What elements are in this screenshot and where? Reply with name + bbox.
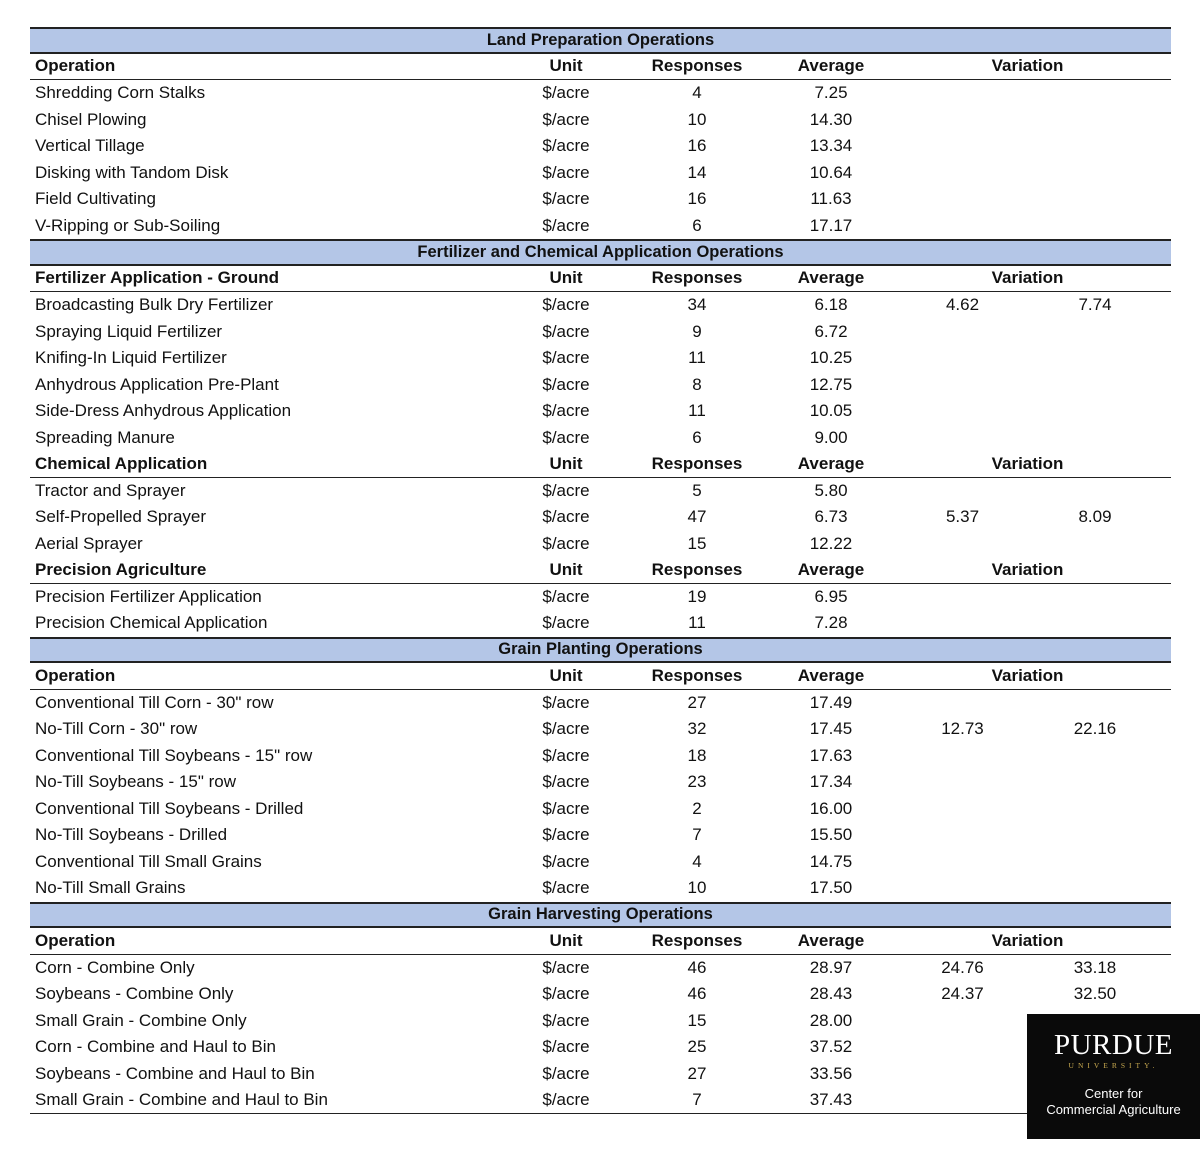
- unit-header: Unit: [549, 268, 583, 288]
- average-cell: 5.80: [814, 480, 848, 500]
- variation-header: Variation: [991, 56, 1064, 76]
- operation-cell: Shredding Corn Stalks: [35, 83, 206, 103]
- unit-cell: $/acre: [542, 109, 590, 129]
- operation-cell: Disking with Tandom Disk: [35, 162, 229, 182]
- responses-cell: 23: [687, 772, 707, 792]
- section-title: Land Preparation Operations: [30, 27, 1171, 54]
- unit-cell: $/acre: [542, 321, 590, 341]
- table-row: [30, 425, 1171, 452]
- unit-header: Unit: [549, 453, 583, 473]
- responses-cell: 47: [687, 507, 707, 527]
- operation-cell: Vertical Tillage: [35, 136, 145, 156]
- variation-high-cell: 8.09: [1078, 507, 1112, 527]
- operation-cell: Anhydrous Application Pre-Plant: [35, 374, 279, 394]
- average-cell: 17.63: [809, 745, 853, 765]
- unit-cell: $/acre: [542, 798, 590, 818]
- responses-cell: 11: [688, 348, 706, 368]
- table-row: [30, 716, 1171, 743]
- operation-cell: Side-Dress Anhydrous Application: [35, 401, 292, 421]
- column-header-row: [30, 557, 1171, 584]
- responses-cell: 2: [692, 798, 702, 818]
- average-cell: 7.25: [814, 83, 848, 103]
- purdue-logo: [1027, 1014, 1200, 1139]
- table-row: [30, 80, 1171, 107]
- average-cell: 12.75: [809, 374, 853, 394]
- average-header: Average: [797, 559, 865, 579]
- operation-cell: Conventional Till Small Grains: [35, 851, 262, 871]
- unit-cell: $/acre: [542, 83, 590, 103]
- average-cell: 14.30: [809, 109, 853, 129]
- group-header: Fertilizer Application - Ground: [35, 268, 279, 288]
- average-cell: 6.18: [814, 295, 848, 315]
- variation-high-cell: 22.16: [1073, 719, 1117, 739]
- table-row: [30, 981, 1171, 1008]
- table-row: [30, 1008, 1171, 1035]
- table-row: [30, 743, 1171, 770]
- average-cell: 28.00: [809, 1010, 853, 1030]
- unit-header: Unit: [549, 665, 583, 685]
- average-cell: 17.50: [809, 878, 853, 898]
- responses-cell: 15: [687, 1010, 707, 1030]
- responses-cell: 8: [692, 374, 702, 394]
- average-cell: 33.56: [809, 1063, 853, 1083]
- table-row: [30, 133, 1171, 160]
- responses-cell: 7: [692, 1089, 702, 1109]
- operation-cell: No-Till Soybeans - Drilled: [35, 825, 228, 845]
- responses-cell: 19: [687, 586, 707, 606]
- responses-cell: 6: [692, 215, 702, 235]
- operation-cell: Chisel Plowing: [35, 109, 147, 129]
- variation-high-cell: 32.50: [1073, 984, 1117, 1004]
- average-header: Average: [797, 665, 865, 685]
- operation-cell: Field Cultivating: [35, 189, 156, 209]
- table-row: [30, 1061, 1171, 1088]
- group-header: Operation: [35, 56, 116, 76]
- section-title: Grain Planting Operations: [30, 637, 1171, 664]
- operation-cell: Broadcasting Bulk Dry Fertilizer: [35, 295, 274, 315]
- responses-cell: 10: [687, 878, 707, 898]
- average-cell: 11.63: [810, 189, 852, 209]
- average-cell: 10.25: [809, 348, 853, 368]
- unit-cell: $/acre: [542, 1089, 590, 1109]
- unit-cell: $/acre: [542, 189, 590, 209]
- operation-cell: Small Grain - Combine and Haul to Bin: [35, 1089, 328, 1109]
- average-cell: 37.52: [809, 1037, 853, 1057]
- responses-cell: 10: [687, 109, 707, 129]
- average-header: Average: [797, 268, 865, 288]
- unit-cell: $/acre: [542, 825, 590, 845]
- unit-cell: $/acre: [542, 348, 590, 368]
- operation-cell: Tractor and Sprayer: [35, 480, 186, 500]
- average-cell: 37.43: [809, 1089, 853, 1109]
- average-cell: 6.72: [814, 321, 848, 341]
- unit-cell: $/acre: [542, 851, 590, 871]
- operation-cell: Self-Propelled Sprayer: [35, 507, 207, 527]
- unit-header: Unit: [549, 56, 583, 76]
- table-row: [30, 1034, 1171, 1061]
- logo-center-line2: Commercial Agriculture: [1046, 1102, 1181, 1117]
- responses-cell: 5: [692, 480, 702, 500]
- table-row: [30, 478, 1171, 505]
- average-cell: 17.34: [809, 772, 853, 792]
- column-header-row: [30, 54, 1171, 81]
- group-header: Chemical Application: [35, 453, 208, 473]
- table-row: [30, 107, 1171, 134]
- responses-header: Responses: [651, 56, 743, 76]
- average-cell: 17.45: [809, 719, 853, 739]
- responses-header: Responses: [651, 453, 743, 473]
- unit-cell: $/acre: [542, 136, 590, 156]
- responses-header: Responses: [651, 665, 743, 685]
- average-header: Average: [797, 56, 865, 76]
- responses-cell: 25: [687, 1037, 707, 1057]
- unit-cell: $/acre: [542, 613, 590, 633]
- operation-cell: Knifing-In Liquid Fertilizer: [35, 348, 227, 368]
- table-row: [30, 504, 1171, 531]
- responses-cell: 7: [692, 825, 702, 845]
- unit-cell: $/acre: [542, 719, 590, 739]
- table-row: [30, 531, 1171, 558]
- responses-cell: 34: [687, 295, 707, 315]
- operation-cell: Corn - Combine and Haul to Bin: [35, 1037, 276, 1057]
- average-cell: 10.64: [809, 162, 853, 182]
- responses-cell: 4: [692, 851, 702, 871]
- operation-cell: Conventional Till Corn - 30" row: [35, 692, 274, 712]
- responses-cell: 16: [687, 136, 707, 156]
- responses-cell: 11: [688, 613, 706, 633]
- responses-cell: 4: [692, 83, 702, 103]
- responses-cell: 27: [687, 692, 707, 712]
- average-cell: 17.49: [809, 692, 853, 712]
- unit-header: Unit: [549, 930, 583, 950]
- unit-cell: $/acre: [542, 1063, 590, 1083]
- unit-cell: $/acre: [542, 374, 590, 394]
- cost-table: [30, 27, 1171, 1114]
- average-cell: 10.05: [809, 401, 853, 421]
- average-cell: 17.17: [809, 215, 853, 235]
- variation-high-cell: 33.18: [1073, 957, 1117, 977]
- table-row: [30, 690, 1171, 717]
- operation-cell: No-Till Soybeans - 15" row: [35, 772, 236, 792]
- table-row: [30, 186, 1171, 213]
- responses-cell: 46: [687, 984, 707, 1004]
- operation-cell: Spreading Manure: [35, 427, 175, 447]
- unit-cell: $/acre: [542, 957, 590, 977]
- responses-cell: 32: [687, 719, 707, 739]
- unit-header: Unit: [549, 559, 583, 579]
- unit-cell: $/acre: [542, 878, 590, 898]
- operation-cell: Soybeans - Combine Only: [35, 984, 234, 1004]
- responses-cell: 46: [687, 957, 707, 977]
- table-row: [30, 213, 1171, 240]
- table-row: [30, 398, 1171, 425]
- table-row: [30, 319, 1171, 346]
- unit-cell: $/acre: [542, 480, 590, 500]
- group-header: Operation: [35, 665, 116, 685]
- variation-header: Variation: [991, 930, 1064, 950]
- variation-header: Variation: [991, 559, 1064, 579]
- variation-header: Variation: [991, 665, 1064, 685]
- logo-university: UNIVERSITY.: [1068, 1061, 1159, 1070]
- operation-cell: No-Till Small Grains: [35, 878, 186, 898]
- logo-center-line1: Center for: [1084, 1086, 1143, 1101]
- column-header-row: [30, 928, 1171, 955]
- responses-header: Responses: [651, 268, 743, 288]
- column-header-row: [30, 451, 1171, 478]
- responses-cell: 15: [687, 533, 707, 553]
- responses-cell: 18: [687, 745, 707, 765]
- average-cell: 12.22: [809, 533, 853, 553]
- variation-low-cell: 12.73: [941, 719, 984, 739]
- unit-cell: $/acre: [542, 984, 590, 1004]
- unit-cell: $/acre: [542, 533, 590, 553]
- table-row: [30, 345, 1171, 372]
- average-cell: 6.95: [814, 586, 848, 606]
- table-row: [30, 1087, 1171, 1114]
- section-title: Fertilizer and Chemical Application Operations: [30, 239, 1171, 266]
- group-header: Operation: [35, 930, 116, 950]
- unit-cell: $/acre: [542, 162, 590, 182]
- table-row: [30, 372, 1171, 399]
- table-row: [30, 160, 1171, 187]
- variation-header: Variation: [991, 453, 1064, 473]
- group-header: Precision Agriculture: [35, 559, 207, 579]
- variation-low-cell: 4.62: [945, 295, 980, 315]
- responses-header: Responses: [651, 930, 743, 950]
- table-row: [30, 610, 1171, 637]
- section-title: Grain Harvesting Operations: [30, 902, 1171, 929]
- average-cell: 7.28: [814, 613, 848, 633]
- operation-cell: Conventional Till Soybeans - Drilled: [35, 798, 304, 818]
- operation-cell: No-Till Corn - 30" row: [35, 719, 198, 739]
- unit-cell: $/acre: [542, 586, 590, 606]
- responses-header: Responses: [651, 559, 743, 579]
- operation-cell: Precision Fertilizer Application: [35, 586, 262, 606]
- responses-cell: 6: [692, 427, 702, 447]
- logo-brand: PURDUE: [1053, 1029, 1173, 1061]
- responses-cell: 9: [692, 321, 702, 341]
- table-row: [30, 769, 1171, 796]
- table-row: [30, 875, 1171, 902]
- unit-cell: $/acre: [542, 745, 590, 765]
- variation-header: Variation: [991, 268, 1064, 288]
- unit-cell: $/acre: [542, 1037, 590, 1057]
- average-cell: 9.00: [814, 427, 848, 447]
- unit-cell: $/acre: [542, 215, 590, 235]
- operation-cell: Aerial Sprayer: [35, 533, 143, 553]
- table-row: [30, 822, 1171, 849]
- average-header: Average: [797, 453, 865, 473]
- operation-cell: Corn - Combine Only: [35, 957, 195, 977]
- unit-cell: $/acre: [542, 692, 590, 712]
- variation-high-cell: 7.74: [1078, 295, 1112, 315]
- table-row: [30, 292, 1171, 319]
- average-cell: 28.43: [809, 984, 853, 1004]
- table-row: [30, 955, 1171, 982]
- operation-cell: Small Grain - Combine Only: [35, 1010, 247, 1030]
- column-header-row: [30, 663, 1171, 690]
- operation-cell: Precision Chemical Application: [35, 613, 268, 633]
- table-row: [30, 796, 1171, 823]
- unit-cell: $/acre: [542, 295, 590, 315]
- average-cell: 13.34: [809, 136, 853, 156]
- average-header: Average: [797, 930, 865, 950]
- responses-cell: 27: [687, 1063, 707, 1083]
- table-row: [30, 584, 1171, 611]
- unit-cell: $/acre: [542, 772, 590, 792]
- average-cell: 15.50: [809, 825, 853, 845]
- variation-low-cell: 24.37: [941, 984, 984, 1004]
- operation-cell: V-Ripping or Sub-Soiling: [35, 215, 221, 235]
- responses-cell: 11: [688, 401, 706, 421]
- variation-low-cell: 5.37: [945, 507, 980, 527]
- average-cell: 28.97: [809, 957, 853, 977]
- unit-cell: $/acre: [542, 507, 590, 527]
- average-cell: 16.00: [809, 798, 853, 818]
- unit-cell: $/acre: [542, 427, 590, 447]
- unit-cell: $/acre: [542, 401, 590, 421]
- responses-cell: 14: [687, 162, 707, 182]
- average-cell: 6.73: [814, 507, 848, 527]
- table-row: [30, 849, 1171, 876]
- operation-cell: Conventional Till Soybeans - 15" row: [35, 745, 313, 765]
- operation-cell: Spraying Liquid Fertilizer: [35, 321, 223, 341]
- unit-cell: $/acre: [542, 1010, 590, 1030]
- operation-cell: Soybeans - Combine and Haul to Bin: [35, 1063, 315, 1083]
- variation-low-cell: 24.76: [941, 957, 984, 977]
- column-header-row: [30, 266, 1171, 293]
- average-cell: 14.75: [809, 851, 853, 871]
- responses-cell: 16: [687, 189, 707, 209]
